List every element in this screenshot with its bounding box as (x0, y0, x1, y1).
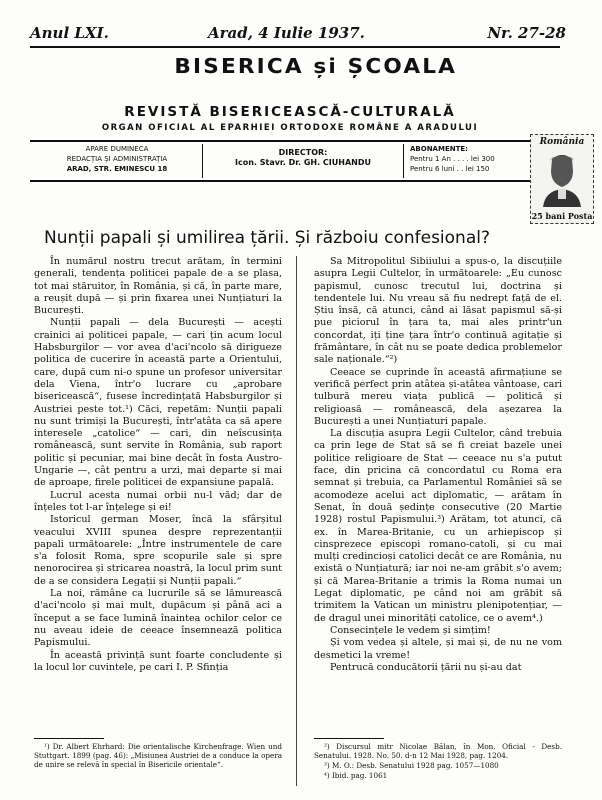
footnote-rule-left (34, 738, 104, 739)
footnote: ¹) Dr. Albert Ehrhard: Die orientalische Kirchenfrage. Wien und Stuttgart. 1899 (pag. 46): „Misiunea Austriei de a conduce la opera de unire se relevă în special în Bisericile orientale“. (34, 742, 282, 769)
footnote: ⁴) Ibid. pag. 1061 (324, 771, 388, 780)
info-appears: APARE DUMINECA (85, 145, 149, 153)
footnotes-right (314, 742, 562, 781)
article-column-left (34, 256, 282, 674)
paragraph: În numărul nostru trecut arătam, în termini generali, tendența politicei papale de a se plasa, tot mai stăruitor, în România, și că, în parte mare, a reușit după — și prin fixarea unei Nunțiaturi la București. (34, 256, 282, 317)
article-headline: Nunții papali și umilirea țării. Și războiu confesional? (44, 228, 490, 248)
info-publication (42, 144, 192, 178)
article-column-right (314, 256, 562, 674)
paragraph: Ceeace se cuprinde în această afirmațiune se verifică perfect prin atâtea și-atâtea vântoase, cari tulbură mereu viața publică — politică și religioasă — românească, dela așezarea la București a unei Nunțiaturi papale. (314, 366, 562, 427)
masthead-title: BISERICA și ȘCOALA (174, 54, 458, 78)
paragraph: Lucrul acesta numai orbii nu-l văd; dar de înțeles tot l-ar înțelege și ei! (34, 489, 282, 513)
masthead-organ: ORGAN OFICIAL AL EPARHIEI ORTODOXE ROMÂNE A ARADULUI (101, 123, 479, 133)
subs-year: Pentru 1 An . . . . lei 300 (410, 155, 495, 163)
paragraph: Istoricul german Moser, încă la sfârșitul veacului XVIII spunea despre reprezentanții papali următoarele: „Între instrumentele de care s'a folosit Roma, spre scopurile sale și spre nenorocirea și stricarea noastră, la locul prim sunt de a se considera Legații și Nunții papali.“ (34, 514, 282, 587)
paragraph: Și vom vedea și altele, și mai și, de nu ne vom desmetici la vreme! (314, 637, 562, 661)
info-director (202, 144, 404, 178)
issue-line (30, 24, 566, 42)
column-divider (296, 256, 297, 786)
info-subscriptions (410, 144, 535, 178)
info-address: ARAD, STR. EMINESCU 18 (66, 165, 168, 173)
subs-label: ABONAMENTE: (410, 145, 468, 153)
footnotes-left (34, 742, 282, 770)
paragraph: La noi, rămâne ca lucrurile să se lămurească d'aci'ncolo și mai mult, dupăcum și până aci a început a se face lumină înaintea ochilor celor ce nu aveau ideie de ceeace însemnează politica Papismului. (34, 588, 282, 649)
info-bar (30, 140, 540, 182)
footnote: ²) Discursul mitr Nicolae Bălan, în Mon. Oficial - Desb. Senatului. 1928. No. 50. d-n 12 Mai 1928, pag. 1204. (314, 742, 562, 760)
stamp-portrait-icon (539, 149, 585, 207)
paragraph: Nunții papali — dela București — acești crainici ai politicei papale, — cari țin acum locul Habsburgilor — vor avea d'aci'ncolo să dirigueze politica de cucerire în această parte a Orientului, care, după cum ni-o spune un profesor universitar dela Viena, într'o lucrare cu „aprobare bisericească“, fusese încredințată Habsburgilor și Austriei peste tot.¹) Căci, repetăm: Nunții papali nu sunt trimiși la București, într'atâta ca să apere interesele „catolice“ — cari, din neîscusința românească, sunt servite în România, sub raport politic și pecuniar, mai bine decât în fosta Austro-Ungarie —, cât pentru a urzi, mai departe și mai de aproape, firele politicei de expansiune papală. (34, 317, 282, 489)
issue-place-date: Arad, 4 Iulie 1937. (208, 24, 365, 42)
director-name: Icon. Stavr. Dr. GH. CIUHANDU (235, 158, 371, 167)
paragraph: La discuția asupra Legii Cultelor, când trebuia ca prin lege de Stat să se fi creiat bazele unei politice religioare de Stat — ceeace nu s'a putut face, din pricina că concordatul cu Roma era semnat și trebuia, ca Parlamentul României să se acomodeze acelui act diplomatic, — arătam în Senat, în două ședințe consecutive (20 Martie 1928) rostul Papismului.³) Arătam, tot atunci, că ex. în Marea-Britanie, cu un arhiepiscop și cinsprezece episcopi romano-catoli, și cu mai mulți credincioși catolici decât ce are România, nu există o Nunțiatură; iar noi ne-am grăbit s'o avem; și că Marea-Britanie a trimis la Roma numai un Legat diplomatic, pe când noi am grăbit să trimitem la Vatican un ministru plenipotențiar, — de dragul unei minorități catolice, ce o avem⁴.) (314, 428, 562, 624)
masthead-subtitle: REVISTĂ BISERICEASCĂ-CULTURALĂ (124, 104, 456, 120)
stamp-value: 25 bani Posta (531, 211, 593, 221)
director-label: DIRECTOR: (278, 148, 328, 157)
info-office: REDACȚIA ȘI ADMINISTRAȚIA (66, 155, 168, 163)
paragraph: Pentrucă conducătorii țării nu și-au dat (330, 661, 522, 673)
paragraph: Consecințele le vedem și simțim! (330, 624, 491, 636)
footnote-rule-right (314, 738, 384, 739)
paragraph: Sa Mitropolitul Sibiiului a spus-o, la discuțiile asupra Legii Cultelor, în următoarele: „Eu cunosc papismul, cunosc trecutul lui, doctrina și tendentele lui. Nu vreau să fiu nedrept față de el. Știu însă, că atunci, când ai lăsat papismul să-și pue piciorul în țara ta, mai ales printr'un concordat, iți ține țara într'o continuă agitație și frământare, în cât nu se poate dedica problemelor sale naționale.“²) (314, 256, 562, 366)
issue-number: Nr. 27-28 (487, 24, 566, 42)
top-rule (30, 46, 560, 48)
stamp-country: România (539, 137, 585, 147)
footnote: ³) M. O.: Desb. Senatului 1928 pag. 1057—1080 (324, 761, 499, 770)
issue-year: Anul LXI. (30, 24, 109, 42)
postage-stamp (530, 134, 594, 224)
subs-half: Pentru 6 luni . . lei 150 (410, 165, 490, 173)
paragraph: În această privință sunt foarte concludente și la locul lor cuvintele, pe cari I. P. Sfinția (34, 649, 282, 673)
